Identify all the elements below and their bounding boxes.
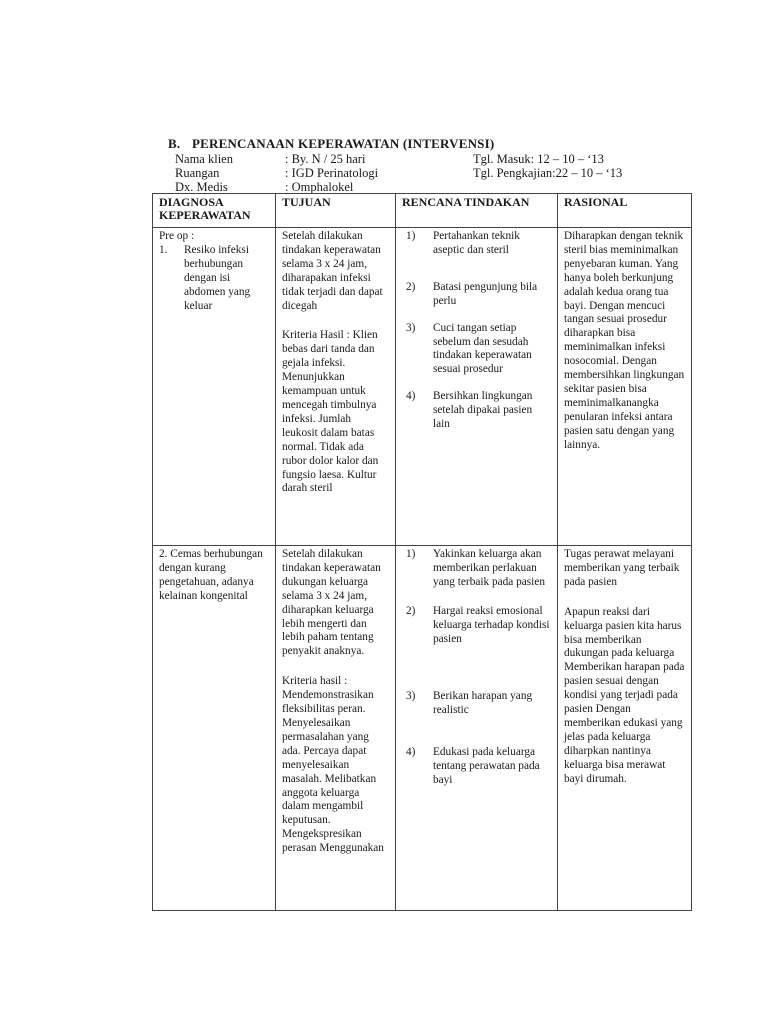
list-item: 4) Bersihkan lingkungan setelah dipakai pasien lain — [406, 390, 533, 431]
diagnosis-cell — [153, 546, 276, 911]
section-title: PERENCANAAN KEPERAWATAN (INTERVENSI) — [192, 136, 495, 151]
table-row — [153, 228, 692, 546]
section-heading — [168, 136, 494, 152]
actions-cell — [396, 228, 558, 546]
list-item: 1) Pertahankan teknik aseptic dan steril — [406, 230, 520, 256]
header-rasional: RASIONAL — [558, 194, 692, 228]
table-row — [153, 546, 692, 911]
list-item: 3) Berikan harapan yang realistic — [406, 690, 533, 717]
medical-dx-value: : Omphalokel — [285, 180, 354, 194]
patient-name-value: : By. N / 25 hari — [285, 152, 366, 166]
room-value: : IGD Perinatologi — [285, 166, 379, 180]
header-diagnosa: DIAGNOSA KEPERAWATAN — [153, 194, 276, 228]
patient-name-label: Nama klien — [175, 152, 233, 166]
rationale-cell — [558, 546, 692, 911]
rationale-text: Diharapkan dengan teknik steril bias meminimalkan penyebaran kuman. Yang hanya boleh berkunjung adalah kedua orang tua bayi. Dengan mencuci tangan sesuai prosedur diharapkan bisa meminimalkan infeksi nosocomial. Dengan membersihkan lingkungan sekitar pasien bisa meminimalkanangka penularan infeksi antara pasien satu dengan yang lainnya. — [564, 230, 685, 451]
room-label: Ruangan — [175, 166, 220, 180]
goal-cell — [276, 546, 396, 911]
list-item: 2) Batasi pengunjung bila perlu — [406, 280, 538, 307]
diagnosis-number: 1. — [159, 243, 168, 256]
rationale-text: Apapun reaksi dari keluarga pasien kita harus bisa memberikan dukungan pada keluarga Memberikan harapan pada pasien sesuai dengan kondisi yang terjadi pada pasien Dengan memberikan edukasi yang jelas pada keluarga diharpkan nantinya keluarga bisa merawat bayi dirumah. — [564, 605, 685, 785]
header-rencana: RENCANA TINDAKAN — [396, 194, 558, 228]
section-number: B. — [168, 136, 181, 151]
diagnosis-text: 2. Cemas berhubungan dengan kurang pengetahuan, adanya kelainan kongenital — [159, 548, 263, 602]
list-item: 4) Edukasi pada keluarga tentang perawatan pada bayi — [406, 746, 540, 787]
criteria-text: Kriteria Hasil : Klien bebas dari tanda dan gejala infeksi. Menunjukkan kemampuan untuk mencegah timbulnya infeksi. Jumlah leukosit dalam batas normal. Tidak ada rubor dolor kalor dan fungsio laesa. Kultur darah steril — [282, 329, 379, 495]
admission-date: Tgl. Masuk: 12 – 10 – ‘13 — [473, 152, 604, 166]
list-item: 1) Yakinkan keluarga akan memberikan perlakuan yang terbaik pada pasien — [406, 548, 545, 588]
actions-cell — [396, 546, 558, 911]
rationale-text: Tugas perawat melayani memberikan yang terbaik pada pasien — [564, 548, 680, 588]
goal-intro: Setelah dilakukan tindakan keperawatan selama 3 x 24 jam, diharapakan infeksi tidak terjadi dan dapat dicegah — [282, 230, 383, 312]
list-item: 2) Hargai reaksi emosional keluarga terhadap kondisi pasien — [406, 604, 550, 645]
medical-dx-label: Dx. Medis — [175, 180, 228, 194]
header-tujuan: TUJUAN — [276, 194, 396, 228]
diagnosis-text: Resiko infeksi berhubungan dengan isi abdomen yang keluar — [184, 243, 251, 312]
patient-info — [175, 152, 655, 194]
table-header-row — [153, 194, 692, 228]
intervention-table — [152, 193, 692, 911]
diagnosis-cell — [153, 228, 276, 546]
assessment-date: Tgl. Pengkajian:22 – 10 – ‘13 — [473, 166, 623, 180]
goal-intro: Setelah dilakukan tindakan keperawatan dukungan keluarga selama 3 x 24 jam, diharapkan keluarga lebih mengerti dan lebih paham tentang penyakit anaknya. — [282, 548, 381, 658]
rationale-cell — [558, 228, 692, 546]
list-item: 3) Cuci tangan setiap sebelum dan sesudah tindakan keperawatan sesuai prosedur — [406, 321, 532, 376]
criteria-text: Kriteria hasil : Mendemonstrasikan fleksibilitas peran. Menyelesaikan permasalahan yang ada. Percaya dapat menyelesaikan masalah. Melibatkan anggota keluarga dalam mengambil keputusan. Mengekspresikan perasan Menggunakan — [282, 675, 384, 855]
pre-op-label: Pre op : — [159, 230, 195, 242]
goal-cell — [276, 228, 396, 546]
